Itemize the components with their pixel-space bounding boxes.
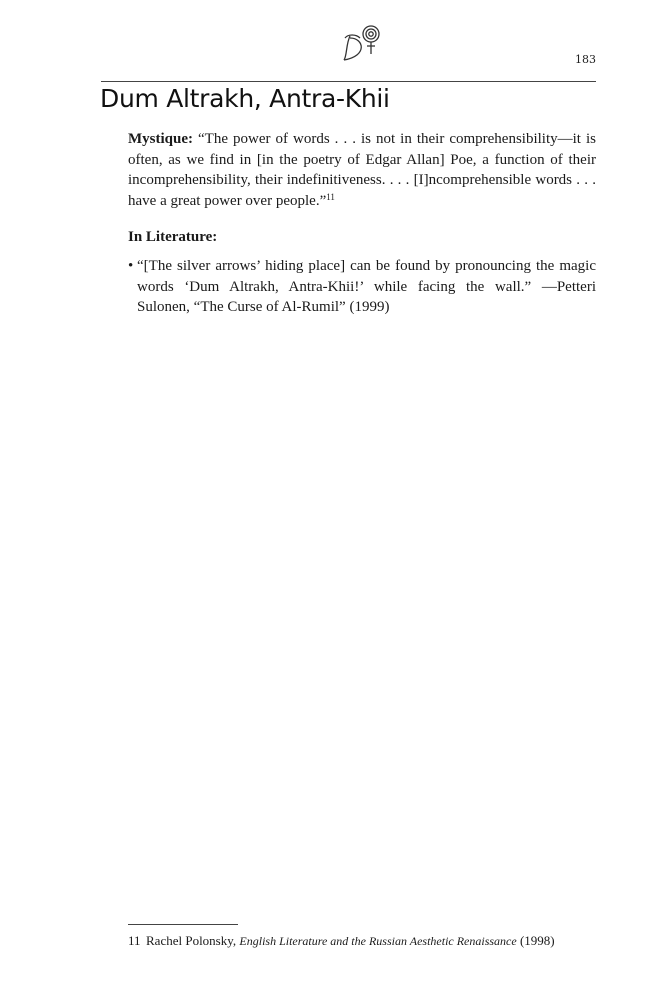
- footnote: [128, 933, 598, 949]
- page-number: 183: [575, 53, 596, 66]
- mystique-label: Mystique:: [128, 131, 193, 147]
- footnote-year: (1998): [516, 933, 555, 948]
- entry-body: [128, 129, 596, 318]
- footnote-number: 11: [128, 933, 141, 948]
- entry-title: Dum Altrakh, Antra-Khii: [100, 84, 390, 113]
- list-item: [128, 256, 596, 318]
- bullet-icon: •: [128, 257, 134, 274]
- mystique-paragraph: [128, 129, 596, 211]
- header-rule: [101, 81, 596, 82]
- footnote-reference[interactable]: 11: [326, 191, 335, 202]
- literature-list: [128, 256, 596, 318]
- in-literature-heading: In Literature:: [128, 229, 218, 246]
- mystique-text: “The power of words . . . is not in their comprehensibility—it is often, as we find in [in the poetry of Edgar Allan] Poe, a function of their incomprehensibility, their indefinitiveness. . . . [I]ncomprehensible words . . . have a great power over people.”: [128, 131, 596, 209]
- letter-d-ornament-icon: [338, 24, 388, 64]
- footnote-book-title: English Literature and the Russian Aesthetic Renaissance: [239, 934, 517, 948]
- list-item-text: “[The silver arrows’ hiding place] can be found by pronouncing the magic words ‘Dum Altrakh, Antra-Khii!’ while facing the wall.” —Petteri Sulonen, “The Curse of Al-Rumil” (1999): [137, 257, 596, 316]
- footnote-rule: [128, 924, 238, 925]
- footnote-author: Rachel Polonsky,: [146, 933, 240, 948]
